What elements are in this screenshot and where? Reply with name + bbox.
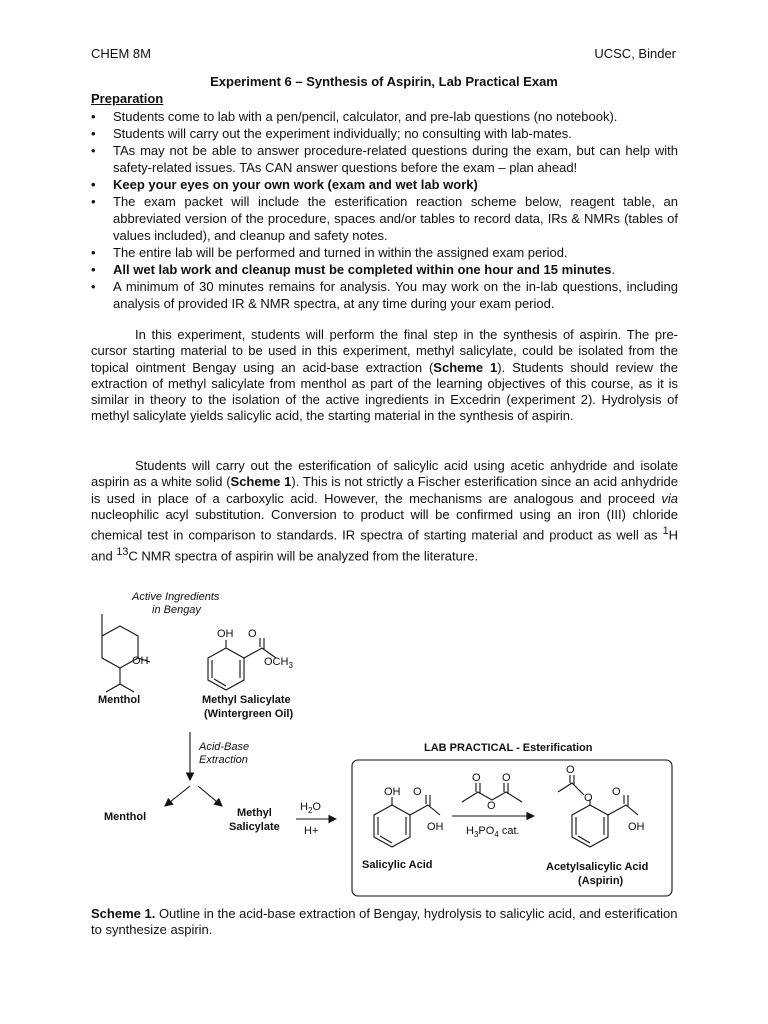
text-run: H xyxy=(300,801,308,813)
scheme-caption xyxy=(91,906,678,938)
list-item: • Students come to lab with a pen/pencil, calculator, and pre-lab questions (no notebook). xyxy=(91,108,678,125)
text-run: C NMR spectra of aspirin will be analyzed from the literature. xyxy=(128,548,479,564)
acetylsalicylic-acid-label: Acetylsalicylic Acid xyxy=(546,861,649,873)
subscript: 3 xyxy=(473,830,479,839)
aspirin-acetyl-o-label: O xyxy=(566,764,575,776)
active-ingredients-label-2: in Bengay xyxy=(152,604,201,616)
text-run: H and xyxy=(91,527,678,564)
anhydride-o-label-2: O xyxy=(502,772,511,784)
list-item: • A minimum of 30 minutes remains for analysis. You may work on the in-lab questions, including analysis of provided IR & NMR spectra, at any time during your exam period. xyxy=(91,278,678,312)
reaction-scheme xyxy=(0,580,768,900)
aspirin-o-label: O xyxy=(612,786,621,798)
time-limit-text: All wet lab work and cleanup must be completed within one hour and 15 minutes xyxy=(113,262,612,277)
aspirin-structure xyxy=(558,775,638,847)
methyl-salicylate-oh-label: OH xyxy=(217,628,234,640)
text-run: LAB PRACTICAL - xyxy=(424,742,523,754)
menthol-structure xyxy=(102,614,150,692)
menthol-product-label: Menthol xyxy=(104,811,147,823)
och3-label xyxy=(264,656,293,670)
esterification-paragraph xyxy=(91,458,678,564)
text-run: O xyxy=(312,801,321,813)
text-run: OCH xyxy=(264,656,289,668)
anhydride-bridge-o-label: O xyxy=(487,800,496,812)
subscript: 3 xyxy=(288,661,293,670)
aspirin-ester-o-label: O xyxy=(584,792,593,804)
text-run: ). Students should review the extraction of methyl salicylate from menthol as part of the learning objectives of this course, as it is similar in theory to the isolation of the active ingredients in Excedrin (experiment 2). Hydrolysis of methyl salicylate yields salicylic acid, the starting material in the synthesis of aspirin. xyxy=(91,359,679,424)
salicylic-o-label: O xyxy=(413,786,422,798)
menthol-oh-label: OH xyxy=(132,655,149,667)
list-item xyxy=(91,261,678,278)
wintergreen-oil-label: (Wintergreen Oil) xyxy=(204,708,294,720)
salicylate-label: Salicylate xyxy=(229,821,280,833)
anhydride-o-label: O xyxy=(472,772,481,784)
preparation-list xyxy=(91,108,678,312)
period: . xyxy=(611,262,616,277)
acid-catalyst-label: H+ xyxy=(304,825,319,837)
course-label: CHEM 8M xyxy=(91,46,151,61)
list-item: • Students will carry out the experiment individually; no consulting with lab-mates. xyxy=(91,125,678,142)
split-arrow-left xyxy=(165,786,190,806)
menthol-label: Menthol xyxy=(98,694,141,706)
aspirin-label: (Aspirin) xyxy=(578,875,624,887)
list-item: • The exam packet will include the esterification reaction scheme below, reagent table, an abbreviated version of the procedure, spaces and/or tables to record data, IRs & NMRs (tables of values included), and cleanup and safety notes. xyxy=(91,193,678,244)
subscript: 4 xyxy=(494,830,499,839)
caption-label: Scheme 1. xyxy=(91,906,156,921)
methyl-salicylate-o-label: O xyxy=(248,628,257,640)
italic-text: via xyxy=(661,490,678,506)
extraction-label: Extraction xyxy=(199,754,248,766)
split-arrow-right xyxy=(198,786,222,806)
institution-label: UCSC, Binder xyxy=(594,46,676,61)
aspirin-oh-label: OH xyxy=(628,821,645,833)
text-run: cat. xyxy=(498,825,520,837)
caption-text: Outline in the acid-base extraction of Bengay, hydrolysis to salicylic acid, and esterification to synthesize aspirin. xyxy=(91,906,678,937)
catalyst-label xyxy=(466,825,520,839)
subscript: 2 xyxy=(307,806,313,815)
salicylic-acid-label: Salicylic Acid xyxy=(362,859,433,871)
water-label xyxy=(300,801,321,815)
superscript: 13 xyxy=(116,545,129,558)
acid-base-label: Acid-Base xyxy=(199,741,250,753)
methyl-salicylate-label: Methyl Salicylate xyxy=(202,694,291,706)
active-ingredients-label: Active Ingredients xyxy=(132,591,220,603)
scheme-reference: Scheme 1 xyxy=(433,359,498,375)
intro-paragraph xyxy=(91,327,678,425)
methyl-label: Methyl xyxy=(237,807,272,819)
salicylic-cooh-label: OH xyxy=(427,821,444,833)
text-run: PO xyxy=(478,825,495,837)
text-run: H xyxy=(466,825,474,837)
text-run: Esterification xyxy=(522,742,593,754)
text-run: ). This is not strictly a Fischer esterification since an acid anhydride is used in place of a carboxylic acid. However, the mechanisms are analogous and proceed xyxy=(91,474,679,506)
superscript: 1 xyxy=(662,525,669,538)
salicylic-oh-label: OH xyxy=(384,786,401,798)
text-run: nucleophilic acyl substitution. Conversion to product will be confirmed using an iron (III) chloride chemical test in comparison to standards. IR spectra of starting material and product as well as xyxy=(91,506,678,543)
list-item: • The entire lab will be performed and turned in within the assigned exam period. xyxy=(91,244,678,261)
document-title: Experiment 6 – Synthesis of Aspirin, Lab Practical Exam xyxy=(210,74,558,89)
list-item: • Keep your eyes on your own work (exam and wet lab work) xyxy=(91,176,678,193)
text-run: Students will carry out the esterification of salicylic acid using acetic anhydride and isolate aspirin as a white solid ( xyxy=(91,458,678,490)
preparation-heading: Preparation xyxy=(91,91,164,106)
list-item: • TAs may not be able to answer procedure-related questions during the exam, but can help with safety-related issues. TAs CAN answer questions before the exam – plan ahead! xyxy=(91,142,678,176)
scheme-reference: Scheme 1 xyxy=(230,474,292,490)
text-run: In this experiment, students will perform the final step in the synthesis of aspirin. The pre-cursor starting material to be used in this experiment, methyl salicylate, could be isolated from the topical ointment Bengay using an acid-base extraction ( xyxy=(91,327,678,375)
lab-practical-title xyxy=(424,742,593,754)
